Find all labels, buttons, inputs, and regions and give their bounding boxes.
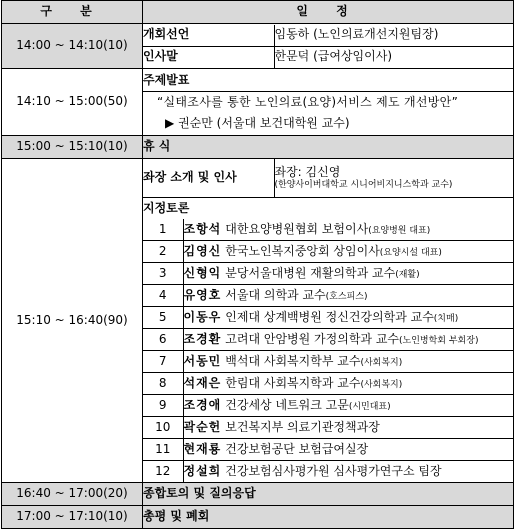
panelist-number: 6 [143, 329, 183, 351]
header-category: 구 분 [2, 1, 143, 24]
panelist-affiliation: 고려대 안암병원 가정의학과 교수 [225, 331, 400, 346]
panelist-name: 신형익 [183, 265, 222, 280]
panelist-affiliation: 한림대 사회복지학과 교수 [225, 375, 361, 390]
panelist-affiliation: 분당서울대병원 재활의학과 교수 [225, 265, 396, 280]
panelist-number: 1 [143, 219, 183, 241]
panelist-name: 조경환 [183, 331, 222, 346]
panelist-note: (요양병원 대표) [368, 225, 431, 236]
panelist-row [143, 439, 513, 461]
panelist-row [143, 395, 513, 417]
panelist-note: (노인병학회 부회장) [399, 335, 479, 346]
panelist-affiliation: 대한요양병원협회 보험이사 [225, 221, 369, 236]
panelist-affiliation: 보건복지부 의료기관정책과장 [225, 419, 380, 434]
panelist-number: 12 [143, 461, 183, 483]
panelist-note: (호스피스) [325, 291, 368, 302]
header-schedule: 일 정 [143, 1, 514, 24]
panelist-name: 이동우 [183, 309, 222, 324]
panelist-number: 2 [143, 241, 183, 263]
panelist-affiliation: 한국노인복지중앙회 상임이사 [225, 243, 380, 258]
opening-person: 임동하 (노인의료개선지원팀장) [274, 25, 513, 47]
panelist-row [143, 307, 513, 329]
panelist-affiliation: 서울대 의학과 교수 [225, 287, 326, 302]
panelist-row [143, 241, 513, 263]
break-label: 휴 식 [143, 136, 514, 159]
panelist-row [143, 351, 513, 373]
panelist-affiliation: 건강세상 네트워크 고문 [225, 397, 349, 412]
panelist-number: 11 [143, 439, 183, 461]
greeting-label: 인사말 [143, 46, 274, 68]
break-time: 15:00 ~ 15:10(10) [2, 136, 143, 159]
keynote-title: 주제발표 [143, 70, 513, 92]
panelist-note: (시민대표) [348, 401, 391, 412]
qa-time: 16:40 ~ 17:00(20) [2, 483, 143, 506]
play-arrow-icon: ▶ [165, 115, 175, 130]
panelist-note: (재활) [395, 269, 420, 280]
panelist-name: 조경애 [183, 397, 222, 412]
panelist-number: 8 [143, 373, 183, 395]
panelist-name: 곽순헌 [183, 419, 222, 434]
schedule-table [1, 0, 514, 529]
panelist-number: 9 [143, 395, 183, 417]
panelist-row [143, 417, 513, 439]
panelist-row [143, 263, 513, 285]
opening-cell [143, 24, 514, 69]
panelist-number: 10 [143, 417, 183, 439]
panelist-name: 정설희 [183, 463, 222, 478]
panelist-row [143, 461, 513, 483]
keynote-presenter: 권순만 (서울대 보건대학원 교수) [178, 115, 350, 130]
panelist-name: 김영신 [183, 243, 222, 258]
discussion-title: 지정토론 [143, 198, 513, 220]
panelist-number: 7 [143, 351, 183, 373]
panelist-number: 5 [143, 307, 183, 329]
panelist-row [143, 373, 513, 395]
greeting-person: 한문덕 (급여상임이사) [274, 46, 513, 68]
panelist-note: (치매) [433, 313, 459, 324]
panelist-name: 석재은 [183, 375, 222, 390]
closing-time: 17:00 ~ 17:10(10) [2, 506, 143, 529]
closing-label: 총평 및 폐회 [143, 506, 514, 529]
opening-time: 14:00 ~ 14:10(10) [2, 24, 143, 69]
panelist-number: 4 [143, 285, 183, 307]
panelist-affiliation: 건강보험공단 보험급여실장 [225, 441, 369, 456]
panel-cell [143, 159, 514, 483]
panelist-number: 3 [143, 263, 183, 285]
panelist-affiliation: 건강보험심사평가원 심사평가연구소 팀장 [225, 463, 442, 478]
panelist-row [143, 329, 513, 351]
panelist-note: (사회복지) [360, 379, 403, 390]
opening-label: 개회선언 [143, 25, 274, 47]
panelist-name: 조항석 [183, 221, 222, 236]
qa-label: 종합토의 및 질의응답 [143, 483, 514, 506]
chair-name: 좌장: 김신영 [274, 164, 341, 179]
panelist-affiliation: 인제대 상계백병원 정신건강의학과 교수 [225, 309, 434, 324]
keynote-cell [143, 69, 514, 136]
panelist-note: (사회복지) [360, 357, 403, 368]
chair-intro-label: 좌장 소개 및 인사 [143, 159, 274, 198]
panelist-name: 서동민 [183, 353, 222, 368]
panelist-note: (요양시설 대표) [379, 247, 442, 258]
panelist-name: 유영호 [183, 287, 222, 302]
panelist-affiliation: 백석대 사회복지학부 교수 [225, 353, 361, 368]
keynote-topic: “실태조사를 통한 노인의료(요양)서비스 제도 개선방안” [157, 94, 459, 109]
panel-time: 15:10 ~ 16:40(90) [2, 159, 143, 483]
panelist-row [143, 285, 513, 307]
panelist-name: 현재룡 [183, 441, 222, 456]
keynote-time: 14:10 ~ 15:00(50) [2, 69, 143, 136]
chair-affiliation: (한양사이버대학교 시니어비지니스학과 교수) [274, 179, 453, 190]
panelist-row [143, 219, 513, 241]
